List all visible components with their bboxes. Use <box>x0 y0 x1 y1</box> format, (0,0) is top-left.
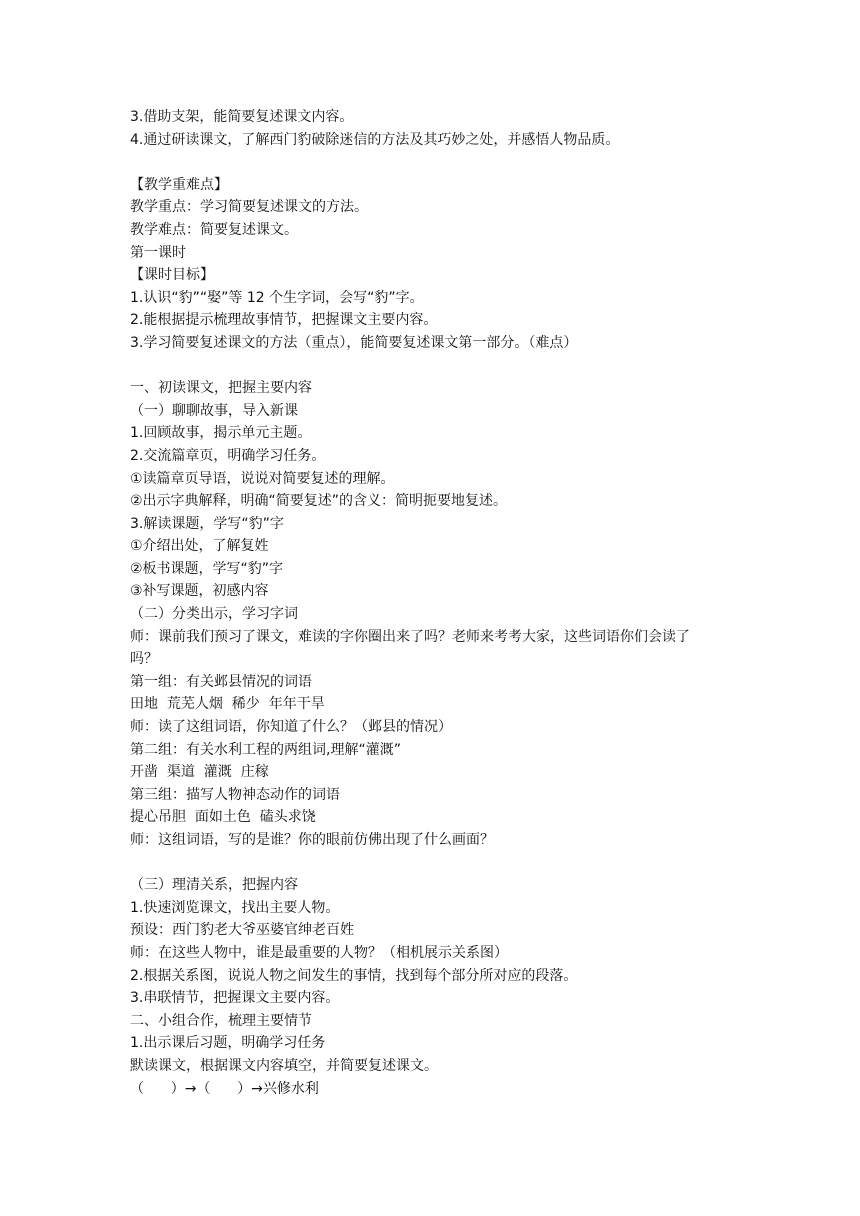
lesson-goal-3: 3.学习简要复述课文的方法（重点），能简要复述课文第一部分。（难点） <box>130 334 578 351</box>
teacher-dialogue: 师：在这些人物中，谁是最重要的人物？（相机展示关系图） <box>130 944 508 961</box>
word-group-heading: 第一组：有关邺县情况的词语 <box>130 673 312 690</box>
step-item: 1.出示课后习题，明确学习任务 <box>130 1035 326 1052</box>
teacher-dialogue: 师：这组词语，写的是谁？你的眼前仿佛出现了什么画面？ <box>130 832 494 848</box>
key-point: 教学重点：学习简要复述课文的方法。 <box>130 199 368 216</box>
subsection-heading: （一）聊聊故事，导入新课 <box>130 402 298 419</box>
lesson-goal-1: 1.认识“豹”“娶”等 12 个生字词，会写“豹”字。 <box>130 289 424 306</box>
step-item: 1.回顾故事，揭示单元主题。 <box>130 425 312 442</box>
blank-line <box>130 151 750 174</box>
word-list: 田地 荒芜人烟 稀少 年年干旱 <box>130 696 325 713</box>
teacher-dialogue: 师：读了这组词语，你知道了什么？（邺县的情况） <box>130 719 452 736</box>
word-list: 提心吊胆 面如土色 磕头求饶 <box>130 809 316 826</box>
subsection-heading: （三）理清关系，把握内容 <box>130 877 298 894</box>
step-item: 3.解读课题，学写“豹”字 <box>130 515 284 532</box>
step-item: 2.根据关系图，说说人物之间发生的事情，找到每个部分所对应的段落。 <box>130 967 578 984</box>
step-item: 3.串联情节，把握课文主要内容。 <box>130 990 340 1007</box>
teacher-dialogue: 师：课前我们预习了课文，难读的字你圈出来了吗？老师来考考大家，这些词语你们会读了 <box>130 628 690 645</box>
sub-step-item: ③补写课题，初感内容 <box>130 583 269 600</box>
lesson-title: 第一课时 <box>130 244 186 261</box>
objective-4: 4.通过研读课文，了解西门豹破除迷信的方法及其巧妙之处，并感悟人物品质。 <box>130 131 620 148</box>
section-heading-lesson-goals: 【课时目标】 <box>130 267 214 284</box>
difficult-point: 教学难点：简要复述课文。 <box>130 221 298 238</box>
blank-line <box>130 355 750 378</box>
step-item: 1.快速浏览课文，找出主要人物。 <box>130 899 340 916</box>
step-item: 2.交流篇章页，明确学习任务。 <box>130 447 326 464</box>
objective-3: 3.借助支架，能简要复述课文内容。 <box>130 109 354 125</box>
sub-step-item: ②出示字典解释，明确“简要复述”的含义：简明扼要地复述。 <box>130 493 508 510</box>
section-heading-key-points: 【教学重难点】 <box>130 176 228 193</box>
sub-step-item: ①介绍出处，了解复姓 <box>130 538 269 555</box>
part-2-heading: 二、小组合作，梳理主要情节 <box>130 1012 312 1029</box>
word-group-heading: 第三组：描写人物神态动作的词语 <box>130 786 340 803</box>
task-instruction: 默读课文，根据课文内容填空，并简要复述课文。 <box>130 1057 438 1074</box>
word-list: 开凿 渠道 灌溉 庄稼 <box>130 764 269 781</box>
blank-line <box>130 852 750 875</box>
sub-step-item: ①读篇章页导语，说说对简要复述的理解。 <box>130 470 395 487</box>
word-group-heading: 第二组：有关水利工程的两组词,理解“灌溉” <box>130 741 401 758</box>
lesson-goal-2: 2.能根据提示梳理故事情节，把握课文主要内容。 <box>130 312 438 329</box>
teacher-dialogue-continued: 吗？ <box>130 651 158 668</box>
sub-step-item: ②板书课题，学写“豹”字 <box>130 560 284 577</box>
preset-answer: 预设：西门豹老大爷巫婆官绅老百姓 <box>130 922 354 939</box>
document-body <box>130 106 750 1100</box>
subsection-heading: （二）分类出示，学习字词 <box>130 606 298 623</box>
fill-in-blank-sequence: （ ）→（ ）→兴修水利 <box>130 1080 319 1097</box>
part-1-heading: 一、初读课文，把握主要内容 <box>130 380 312 397</box>
